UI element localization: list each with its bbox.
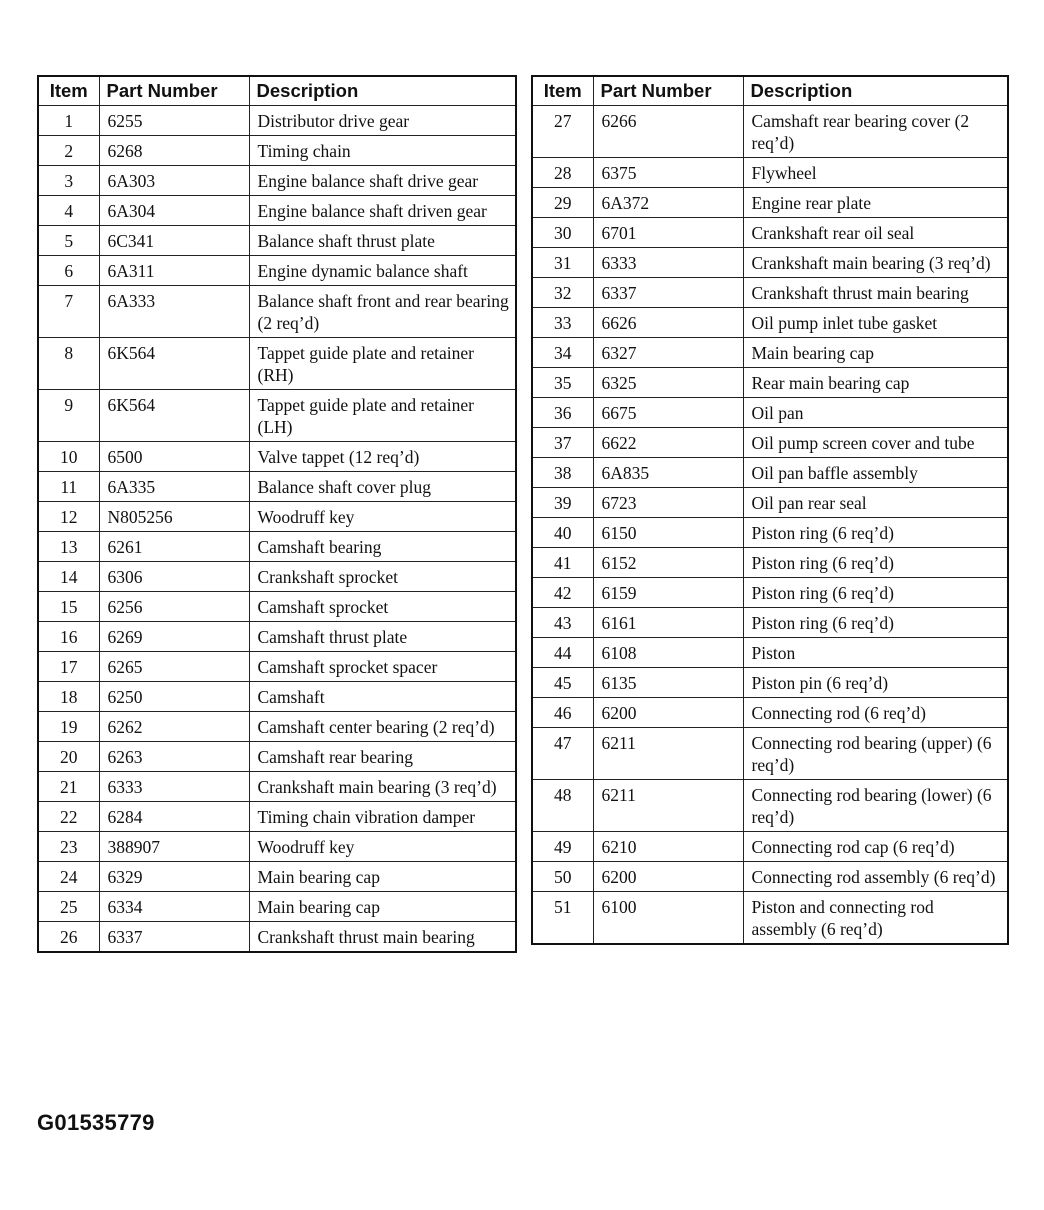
table-row [38, 106, 516, 136]
part-description: Crankshaft thrust main bearing [249, 922, 516, 953]
item-number: 19 [38, 712, 99, 742]
part-description: Piston [743, 638, 1008, 668]
part-description: Camshaft bearing [249, 532, 516, 562]
part-description: Balance shaft cover plug [249, 472, 516, 502]
item-number: 43 [532, 608, 593, 638]
part-number: 6262 [99, 712, 249, 742]
column-header-description: Description [249, 76, 516, 106]
part-number: 6250 [99, 682, 249, 712]
item-number: 15 [38, 592, 99, 622]
table-row [532, 862, 1008, 892]
part-description: Crankshaft sprocket [249, 562, 516, 592]
item-number: 31 [532, 248, 593, 278]
part-number: 6C341 [99, 226, 249, 256]
part-number: 6211 [593, 780, 743, 832]
part-description: Distributor drive gear [249, 106, 516, 136]
table-header-row [38, 76, 516, 106]
table-row [532, 218, 1008, 248]
column-header-part-number: Part Number [593, 76, 743, 106]
part-number: 6622 [593, 428, 743, 458]
part-description: Camshaft rear bearing [249, 742, 516, 772]
item-number: 16 [38, 622, 99, 652]
part-number: 6161 [593, 608, 743, 638]
part-description: Main bearing cap [249, 892, 516, 922]
part-description: Woodruff key [249, 832, 516, 862]
part-number: 6334 [99, 892, 249, 922]
part-description: Camshaft sprocket spacer [249, 652, 516, 682]
part-description: Oil pan rear seal [743, 488, 1008, 518]
part-description: Tappet guide plate and retainer (LH) [249, 390, 516, 442]
item-number: 2 [38, 136, 99, 166]
table-row [38, 772, 516, 802]
item-number: 18 [38, 682, 99, 712]
part-number: 6333 [99, 772, 249, 802]
part-description: Balance shaft front and rear bearing (2 req’d) [249, 286, 516, 338]
part-description: Piston pin (6 req’d) [743, 668, 1008, 698]
table-row [38, 862, 516, 892]
part-description: Timing chain vibration damper [249, 802, 516, 832]
part-description: Balance shaft thrust plate [249, 226, 516, 256]
part-description: Oil pump inlet tube gasket [743, 308, 1008, 338]
item-number: 27 [532, 106, 593, 158]
item-number: 6 [38, 256, 99, 286]
part-number: 6A372 [593, 188, 743, 218]
table-row [532, 368, 1008, 398]
part-number: 6A835 [593, 458, 743, 488]
column-header-part-number: Part Number [99, 76, 249, 106]
part-description: Connecting rod bearing (lower) (6 req’d) [743, 780, 1008, 832]
part-description: Engine balance shaft driven gear [249, 196, 516, 226]
item-number: 32 [532, 278, 593, 308]
item-number: 48 [532, 780, 593, 832]
part-number: 6108 [593, 638, 743, 668]
part-number: 6261 [99, 532, 249, 562]
item-number: 29 [532, 188, 593, 218]
part-number: 6306 [99, 562, 249, 592]
part-description: Crankshaft rear oil seal [743, 218, 1008, 248]
part-number: 6701 [593, 218, 743, 248]
table-row [38, 532, 516, 562]
table-row [38, 892, 516, 922]
part-number: 6135 [593, 668, 743, 698]
table-row [38, 832, 516, 862]
table-row [532, 488, 1008, 518]
part-description: Connecting rod cap (6 req’d) [743, 832, 1008, 862]
table-row [38, 652, 516, 682]
part-number: 6A333 [99, 286, 249, 338]
item-number: 11 [38, 472, 99, 502]
column-header-item: Item [38, 76, 99, 106]
item-number: 17 [38, 652, 99, 682]
item-number: 30 [532, 218, 593, 248]
item-number: 34 [532, 338, 593, 368]
table-row [38, 286, 516, 338]
part-number: 6500 [99, 442, 249, 472]
item-number: 22 [38, 802, 99, 832]
item-number: 26 [38, 922, 99, 953]
item-number: 3 [38, 166, 99, 196]
item-number: 51 [532, 892, 593, 945]
table-row [38, 226, 516, 256]
parts-table-right [531, 75, 1009, 945]
item-number: 33 [532, 308, 593, 338]
part-number: 6K564 [99, 338, 249, 390]
part-description: Piston ring (6 req’d) [743, 608, 1008, 638]
item-number: 9 [38, 390, 99, 442]
table-row [532, 106, 1008, 158]
part-number: 6337 [99, 922, 249, 953]
part-description: Flywheel [743, 158, 1008, 188]
part-number: 6327 [593, 338, 743, 368]
part-description: Main bearing cap [249, 862, 516, 892]
table-row [38, 562, 516, 592]
item-number: 14 [38, 562, 99, 592]
part-description: Engine balance shaft drive gear [249, 166, 516, 196]
part-number: 6210 [593, 832, 743, 862]
table-row [38, 338, 516, 390]
table-row [38, 712, 516, 742]
part-description: Crankshaft thrust main bearing [743, 278, 1008, 308]
part-number: 6159 [593, 578, 743, 608]
item-number: 36 [532, 398, 593, 428]
item-number: 13 [38, 532, 99, 562]
table-row [532, 188, 1008, 218]
table-row [38, 136, 516, 166]
part-description: Camshaft [249, 682, 516, 712]
table-row [38, 622, 516, 652]
item-number: 20 [38, 742, 99, 772]
part-number: 6325 [593, 368, 743, 398]
part-number: 6150 [593, 518, 743, 548]
item-number: 35 [532, 368, 593, 398]
part-description: Camshaft center bearing (2 req’d) [249, 712, 516, 742]
column-header-description: Description [743, 76, 1008, 106]
part-number: 6626 [593, 308, 743, 338]
part-number: 6256 [99, 592, 249, 622]
table-body-right [532, 106, 1008, 945]
table-row [38, 472, 516, 502]
table-row [532, 668, 1008, 698]
item-number: 23 [38, 832, 99, 862]
item-number: 37 [532, 428, 593, 458]
item-number: 41 [532, 548, 593, 578]
table-row [38, 442, 516, 472]
part-description: Valve tappet (12 req’d) [249, 442, 516, 472]
table-row [532, 338, 1008, 368]
part-description: Engine dynamic balance shaft [249, 256, 516, 286]
part-number: N805256 [99, 502, 249, 532]
part-number: 6268 [99, 136, 249, 166]
part-number: 6200 [593, 862, 743, 892]
part-number: 388907 [99, 832, 249, 862]
table-row [532, 638, 1008, 668]
item-number: 49 [532, 832, 593, 862]
table-row [532, 518, 1008, 548]
table-row [38, 256, 516, 286]
table-row [38, 196, 516, 226]
table-row [532, 278, 1008, 308]
item-number: 5 [38, 226, 99, 256]
table-row [38, 742, 516, 772]
table-row [38, 922, 516, 953]
item-number: 10 [38, 442, 99, 472]
part-number: 6333 [593, 248, 743, 278]
part-number: 6284 [99, 802, 249, 832]
part-description: Tappet guide plate and retainer (RH) [249, 338, 516, 390]
table-row [532, 578, 1008, 608]
part-number: 6675 [593, 398, 743, 428]
part-number: 6263 [99, 742, 249, 772]
table-row [532, 728, 1008, 780]
part-description: Camshaft rear bearing cover (2 req’d) [743, 106, 1008, 158]
part-description: Crankshaft main bearing (3 req’d) [249, 772, 516, 802]
table-row [38, 502, 516, 532]
part-number: 6269 [99, 622, 249, 652]
part-number: 6375 [593, 158, 743, 188]
table-row [532, 158, 1008, 188]
part-description: Piston and connecting rod assembly (6 req’d) [743, 892, 1008, 945]
part-description: Main bearing cap [743, 338, 1008, 368]
part-description: Connecting rod bearing (upper) (6 req’d) [743, 728, 1008, 780]
part-description: Engine rear plate [743, 188, 1008, 218]
table-row [532, 548, 1008, 578]
part-number: 6A304 [99, 196, 249, 226]
part-number: 6A303 [99, 166, 249, 196]
part-number: 6A335 [99, 472, 249, 502]
item-number: 44 [532, 638, 593, 668]
figure-id: G01535779 [37, 1110, 155, 1135]
table-row [38, 682, 516, 712]
item-number: 50 [532, 862, 593, 892]
part-number: 6A311 [99, 256, 249, 286]
part-description: Oil pump screen cover and tube [743, 428, 1008, 458]
table-row [38, 166, 516, 196]
part-description: Oil pan baffle assembly [743, 458, 1008, 488]
item-number: 24 [38, 862, 99, 892]
part-number: 6211 [593, 728, 743, 780]
item-number: 38 [532, 458, 593, 488]
part-number: 6K564 [99, 390, 249, 442]
item-number: 4 [38, 196, 99, 226]
part-number: 6337 [593, 278, 743, 308]
table-row [532, 892, 1008, 945]
part-number: 6265 [99, 652, 249, 682]
part-number: 6200 [593, 698, 743, 728]
part-description: Oil pan [743, 398, 1008, 428]
part-description: Piston ring (6 req’d) [743, 578, 1008, 608]
table-row [532, 398, 1008, 428]
part-description: Timing chain [249, 136, 516, 166]
table-body-left [38, 106, 516, 953]
part-description: Crankshaft main bearing (3 req’d) [743, 248, 1008, 278]
item-number: 1 [38, 106, 99, 136]
table-row [38, 802, 516, 832]
part-number: 6266 [593, 106, 743, 158]
table-row [532, 248, 1008, 278]
part-description: Connecting rod assembly (6 req’d) [743, 862, 1008, 892]
table-row [532, 832, 1008, 862]
part-number: 6255 [99, 106, 249, 136]
part-number: 6723 [593, 488, 743, 518]
item-number: 21 [38, 772, 99, 802]
item-number: 47 [532, 728, 593, 780]
item-number: 46 [532, 698, 593, 728]
part-description: Piston ring (6 req’d) [743, 548, 1008, 578]
part-description: Connecting rod (6 req’d) [743, 698, 1008, 728]
table-row [38, 390, 516, 442]
item-number: 25 [38, 892, 99, 922]
table-row [532, 458, 1008, 488]
column-header-item: Item [532, 76, 593, 106]
table-row [38, 592, 516, 622]
item-number: 12 [38, 502, 99, 532]
part-number: 6152 [593, 548, 743, 578]
part-number: 6329 [99, 862, 249, 892]
part-description: Piston ring (6 req’d) [743, 518, 1008, 548]
table-header-row [532, 76, 1008, 106]
table-row [532, 780, 1008, 832]
part-description: Camshaft sprocket [249, 592, 516, 622]
part-description: Woodruff key [249, 502, 516, 532]
item-number: 28 [532, 158, 593, 188]
part-number: 6100 [593, 892, 743, 945]
item-number: 7 [38, 286, 99, 338]
item-number: 39 [532, 488, 593, 518]
part-description: Rear main bearing cap [743, 368, 1008, 398]
table-row [532, 698, 1008, 728]
item-number: 42 [532, 578, 593, 608]
item-number: 45 [532, 668, 593, 698]
part-description: Camshaft thrust plate [249, 622, 516, 652]
parts-table-left [37, 75, 517, 953]
item-number: 8 [38, 338, 99, 390]
item-number: 40 [532, 518, 593, 548]
table-row [532, 308, 1008, 338]
table-row [532, 608, 1008, 638]
table-row [532, 428, 1008, 458]
